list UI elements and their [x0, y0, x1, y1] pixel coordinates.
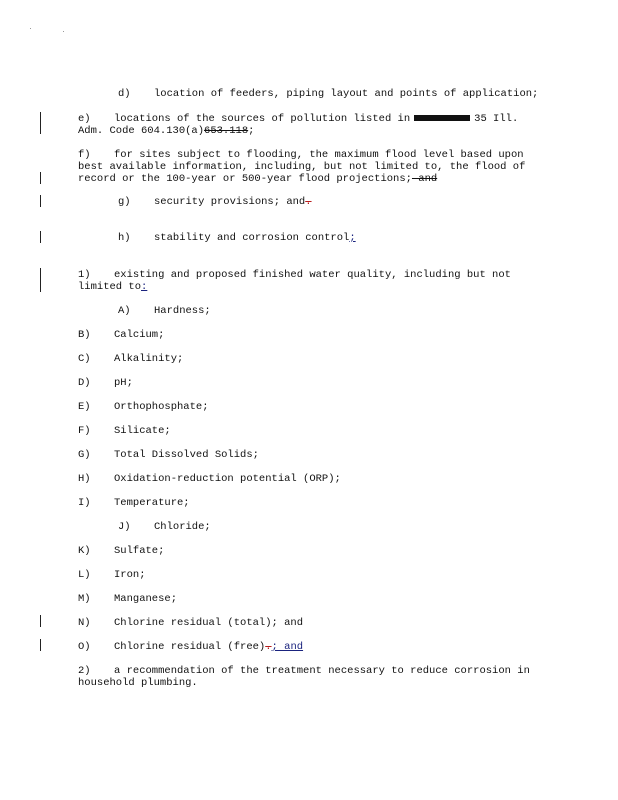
item-text: 35 Ill. [474, 113, 519, 125]
list-item-A [118, 305, 580, 317]
item-label: G) [78, 449, 91, 461]
item-text: Chlorine residual (free) [114, 641, 266, 653]
list-item-J [118, 521, 580, 533]
revision-bar [40, 615, 41, 627]
list-item-K [78, 545, 540, 557]
scan-speck [63, 31, 64, 32]
list-item-I [78, 497, 540, 509]
item-text: stability and corrosion control [154, 232, 350, 244]
item-label: d) [118, 88, 131, 100]
paragraph-2 [78, 665, 540, 689]
item-label: 2) [78, 665, 91, 677]
list-item-L [78, 569, 540, 581]
redaction-mark [414, 115, 470, 121]
inserted-text: ; and [271, 641, 304, 653]
item-label: N) [78, 617, 91, 629]
item-text: Silicate; [114, 425, 171, 437]
item-text: a recommendation of the treatment necessary to reduce corrosion in household plumbing. [78, 665, 537, 689]
item-text: location of feeders, piping layout and points of application; [154, 88, 539, 100]
item-label: g) [118, 196, 131, 208]
list-item-O [78, 641, 540, 653]
revision-bar [40, 231, 41, 243]
item-text: Manganese; [114, 593, 178, 605]
revision-bar [40, 195, 41, 207]
list-item-C [78, 353, 540, 365]
paragraph-d [118, 88, 580, 100]
item-label: D) [78, 377, 91, 389]
item-text: Hardness; [154, 305, 211, 317]
item-text: ; [248, 125, 255, 137]
list-item-G [78, 449, 540, 461]
item-text: Chloride; [154, 521, 211, 533]
revision-bar [40, 639, 41, 651]
deleted-text: and [411, 173, 438, 185]
item-text: Temperature; [114, 497, 190, 509]
item-label: I) [78, 497, 91, 509]
list-item-H [78, 473, 540, 485]
deleted-text: . [265, 641, 272, 653]
item-text: Alkalinity; [114, 353, 184, 365]
item-text: Total Dissolved Solids; [114, 449, 259, 461]
paragraph-1 [78, 269, 540, 293]
item-text: locations of the sources of pollution listed in [114, 113, 411, 125]
item-label: A) [118, 305, 131, 317]
item-label: C) [78, 353, 91, 365]
list-item-E [78, 401, 540, 413]
item-text: Orthophosphate; [114, 401, 209, 413]
list-item-D [78, 377, 540, 389]
revision-bar [40, 112, 41, 134]
revision-bar [40, 268, 41, 292]
item-label: L) [78, 569, 91, 581]
item-label: f) [78, 149, 91, 161]
item-label: M) [78, 593, 91, 605]
item-label: h) [118, 232, 131, 244]
item-label: 1) [78, 269, 91, 281]
item-text: Oxidation-reduction potential (ORP); [114, 473, 341, 485]
item-label: F) [78, 425, 91, 437]
item-text: security provisions; and [154, 196, 306, 208]
item-text: pH; [114, 377, 133, 389]
item-label: J) [118, 521, 131, 533]
list-item-M [78, 593, 540, 605]
inserted-text: ; [349, 232, 356, 244]
revision-bar [40, 172, 41, 184]
list-item-F [78, 425, 540, 437]
paragraph-f [78, 149, 540, 185]
list-item-N [78, 617, 540, 629]
item-text: Sulfate; [114, 545, 165, 557]
paragraph-e [78, 113, 540, 137]
scan-speck [30, 28, 31, 29]
list-item-B [78, 329, 540, 341]
paragraph-g [118, 196, 580, 208]
item-label: K) [78, 545, 91, 557]
deleted-text: 653.118 [204, 125, 249, 137]
item-text: Iron; [114, 569, 146, 581]
item-text: Calcium; [114, 329, 165, 341]
item-label: B) [78, 329, 91, 341]
inserted-text: : [141, 281, 148, 293]
paragraph-h [118, 232, 580, 244]
item-text: Adm. Code 604.130(a) [78, 125, 205, 137]
item-text: existing and proposed finished water quality, including but not limited to [78, 269, 518, 293]
item-label: O) [78, 641, 91, 653]
item-text: Chlorine residual (total); and [114, 617, 304, 629]
item-text: for sites subject to flooding, the maximum flood level based upon best available information, including, but not limited to, the flood of record or the 100-year or 500-year flood projections; [78, 149, 532, 185]
item-label: E) [78, 401, 91, 413]
item-label: e) [78, 113, 91, 125]
item-label: H) [78, 473, 91, 485]
deleted-text: . [305, 196, 312, 208]
